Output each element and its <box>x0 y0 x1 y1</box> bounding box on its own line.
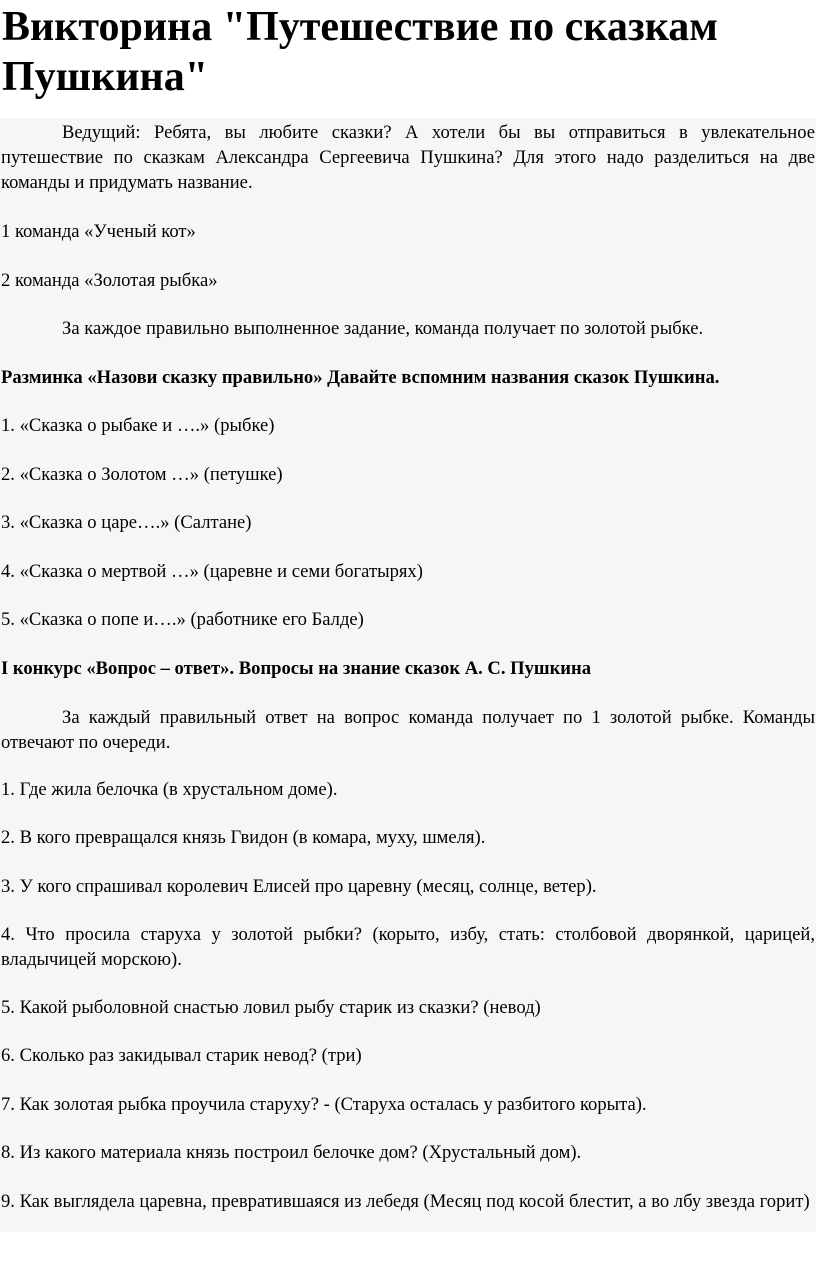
question-item: 1. Где жила белочка (в хрустальном доме). <box>1 779 338 800</box>
question-item: 5. Какой рыболовной снастью ловил рыбу старик из сказки? (невод) <box>1 997 541 1018</box>
rule-paragraph: За каждое правильно выполненное задание, команда получает по золотой рыбке. <box>62 318 704 339</box>
intro-paragraph: Ведущий: Ребята, вы любите сказки? А хотели бы вы отправиться в увлекательное путешествие по сказкам Александра Сергеевича Пушкина? Для этого надо разделиться на две команды и придумать название. <box>1 122 815 193</box>
warmup-item: 2. «Сказка о Золотом …» (петушке) <box>1 464 283 485</box>
warmup-item: 4. «Сказка о мертвой …» (царевне и семи богатырях) <box>1 561 423 582</box>
question-item: 2. В кого превращался князь Гвидон (в комара, муху, шмеля). <box>1 827 486 848</box>
question-item: 3. У кого спрашивал королевич Елисей про царевну (месяц, солнце, ветер). <box>1 876 597 897</box>
contest-1-rule: За каждый правильный ответ на вопрос команда получает по 1 золотой рыбке. Команды отвечают по очереди. <box>1 707 815 753</box>
question-item: 8. Из какого материала князь построил белочке дом? (Хрустальный дом). <box>1 1142 582 1163</box>
team-2: 2 команда «Золотая рыбка» <box>1 270 218 291</box>
question-item: 7. Как золотая рыбка проучила старуху? - (Старуха осталась у разбитого корыта). <box>1 1094 647 1115</box>
contest-1-heading: I конкурс «Вопрос – ответ». Вопросы на знание сказок А. С. Пушкина <box>1 658 592 679</box>
page-title: Викторина "Путешествие по сказкам Пушкина" <box>2 4 718 100</box>
warmup-item: 3. «Сказка о царе….» (Салтане) <box>1 512 252 533</box>
warmup-heading: Разминка «Назови сказку правильно» Давайте вспомним названия сказок Пушкина. <box>1 367 720 388</box>
question-item: 4. Что просила старуха у золотой рыбки? (корыто, избу, стать: столбовой дворянкой, царицей, владычицей морскою). <box>1 924 815 970</box>
warmup-item: 1. «Сказка о рыбаке и ….» (рыбке) <box>1 415 275 436</box>
warmup-item: 5. «Сказка о попе и….» (работнике его Балде) <box>1 609 364 630</box>
team-1: 1 команда «Ученый кот» <box>1 221 196 242</box>
question-item: 9. Как выглядела царевна, превратившаяся из лебедя (Месяц под косой блестит, а во лбу звезда горит) <box>1 1191 810 1212</box>
question-item: 6. Сколько раз закидывал старик невод? (три) <box>1 1045 362 1066</box>
